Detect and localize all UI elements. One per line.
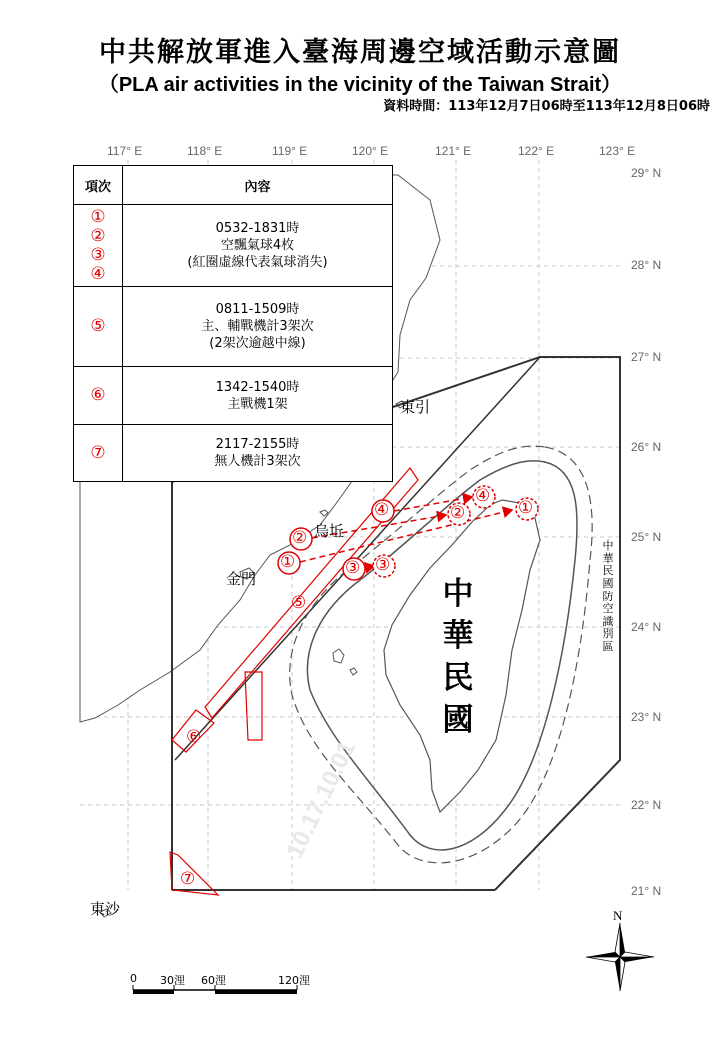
legend-row-text: 0532-1831時 空飄氣球4枚 (紅圈虛線代表氣球消失) bbox=[123, 205, 393, 287]
marker-6: ⑥ bbox=[186, 727, 202, 747]
marker-3: ③ bbox=[345, 558, 361, 578]
place-kinmen: 金門 bbox=[226, 570, 257, 588]
place-wuqiu: 烏坵 bbox=[314, 522, 345, 540]
lon-label-120: 120° E bbox=[352, 144, 389, 158]
scale-label-30: 30浬 bbox=[160, 974, 185, 987]
lat-label-22: 22° N bbox=[631, 798, 662, 812]
adiz-label: 中華民國防空識別區 bbox=[602, 539, 614, 654]
roc-label: 中 華 民 國 bbox=[442, 576, 474, 738]
place-dongsha: 東沙 bbox=[90, 900, 121, 918]
scale-label-0: 0 bbox=[130, 972, 137, 985]
marker-2-end: ② bbox=[450, 503, 466, 523]
marker-2: ② bbox=[292, 528, 308, 548]
lat-label-26: 26° N bbox=[631, 440, 662, 454]
legend-table bbox=[73, 165, 393, 482]
marker-3-end: ③ bbox=[375, 555, 391, 575]
watermark: 10.17.10.01 bbox=[281, 736, 361, 863]
marker-1-end: ① bbox=[518, 498, 534, 518]
legend-header-content: 內容 bbox=[123, 166, 393, 205]
legend-row-text: 0811-1509時 主、輔戰機計3架次 (2架次逾越中線) bbox=[123, 287, 393, 367]
lon-label-119: 119° E bbox=[272, 144, 308, 158]
marker-4-end: ④ bbox=[475, 486, 491, 506]
legend-row-no: ① ② ③ ④ bbox=[74, 205, 123, 287]
marker-7: ⑦ bbox=[180, 869, 196, 889]
track-5-south-box bbox=[245, 672, 262, 740]
legend-row-no: ⑥ bbox=[74, 367, 123, 425]
lon-label-118: 118° E bbox=[187, 144, 223, 158]
marker-5: ⑤ bbox=[291, 593, 307, 613]
lat-label-28: 28° N bbox=[631, 258, 662, 272]
marker-4: ④ bbox=[374, 500, 390, 520]
lat-label-24: 24° N bbox=[631, 620, 662, 634]
lon-label-121: 121° E bbox=[435, 144, 472, 158]
legend-row-text: 2117-2155時 無人機計3架次 bbox=[123, 425, 393, 482]
north-arrow bbox=[586, 923, 654, 991]
marker-1: ① bbox=[280, 552, 296, 572]
scale-label-120: 120浬 bbox=[278, 974, 310, 987]
lon-label-123: 123° E bbox=[599, 144, 636, 158]
lon-label-117: 117° E bbox=[107, 144, 143, 158]
page-title: 中共解放軍進入臺海周邊空域活動示意圖 bbox=[99, 37, 621, 68]
lat-label-27: 27° N bbox=[631, 350, 662, 364]
lat-label-23: 23° N bbox=[631, 710, 662, 724]
scale-label-60: 60浬 bbox=[201, 974, 226, 987]
lat-label-29: 29° N bbox=[631, 166, 662, 180]
lon-label-122: 122° E bbox=[518, 144, 555, 158]
north-label: N bbox=[613, 908, 623, 923]
legend-row-no: ⑦ bbox=[74, 425, 123, 482]
legend-row-text: 1342-1540時 主戰機1架 bbox=[123, 367, 393, 425]
page-subtitle: （PLA air activities in the vicinity of the Taiwan Strait） bbox=[98, 74, 622, 96]
legend-header-no: 項次 bbox=[74, 166, 123, 205]
data-period: 資料時間：113年12月7日06時至113年12月8日06時 bbox=[383, 99, 710, 114]
place-dongyin: 東引 bbox=[400, 398, 431, 416]
legend-row-no: ⑤ bbox=[74, 287, 123, 367]
lat-label-21: 21° N bbox=[631, 884, 662, 898]
lat-label-25: 25° N bbox=[631, 530, 662, 544]
